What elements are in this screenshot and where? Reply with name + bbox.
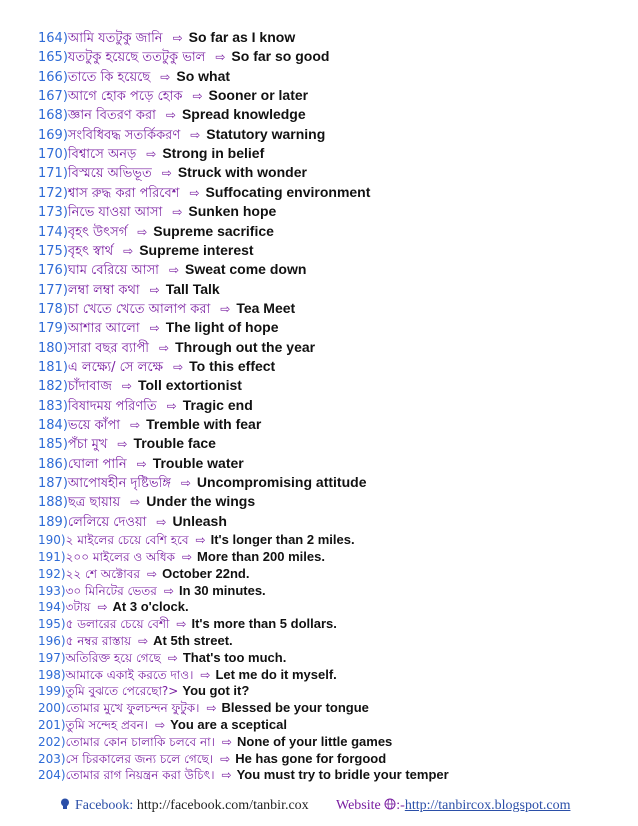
phrase-row	[38, 260, 306, 279]
arrow-icon: ⇨	[195, 533, 206, 548]
bengali-phrase: আমি যতটুকু জানি	[67, 31, 163, 46]
footer-website	[336, 798, 570, 814]
phrase-number: 176)	[38, 263, 68, 279]
english-translation: Tremble with fear	[146, 416, 262, 432]
english-translation: None of your little games	[236, 733, 393, 749]
phrase-row	[38, 28, 295, 47]
bengali-phrase: সংবিধিবদ্ধ সতর্কিকরণ	[67, 127, 181, 143]
bengali-phrase: নিভে যাওয়া আসা	[67, 205, 163, 221]
phrase-row	[38, 318, 278, 337]
phrase-number: 164)	[38, 31, 68, 46]
phrase-number: 204)	[38, 768, 66, 783]
phrase-number: 192)	[38, 566, 66, 581]
phrase-number: 180)	[38, 340, 68, 356]
english-translation: Trouble water	[152, 454, 244, 471]
arrow-icon: ⇨	[173, 359, 184, 374]
bengali-phrase: চা খেতে খেতে আলাপ করা	[67, 301, 211, 317]
arrow-icon: ⇨	[172, 205, 183, 220]
bengali-phrase: অতিরিক্ত হয়ে গেছে	[65, 650, 161, 665]
english-translation: Spread knowledge	[181, 106, 306, 123]
english-translation: Tragic end	[182, 396, 253, 413]
bengali-phrase: বৃহৎ উৎসর্গ	[67, 224, 128, 240]
english-translation: Blessed be your tongue	[221, 700, 369, 716]
bengali-phrase: বৃহৎ স্বার্থ	[67, 243, 114, 259]
phrase-row	[38, 716, 287, 733]
phrase-row	[38, 299, 295, 318]
english-translation: Strong in belief	[162, 145, 265, 162]
bengali-phrase: তাতে কি হয়েছে	[67, 69, 151, 85]
arrow-icon: ⇨	[156, 514, 167, 529]
arrow-icon: ⇨	[206, 701, 217, 716]
arrow-icon: ⇨	[163, 583, 174, 598]
arrow-icon: ⇨	[123, 243, 134, 258]
arrow-icon: ⇨	[138, 633, 149, 648]
phrase-row	[38, 548, 325, 565]
phrase-number: 196)	[38, 633, 66, 648]
phrase-number: 171)	[38, 166, 68, 182]
arrow-icon: ⇨	[137, 224, 148, 239]
arrow-icon: ⇨	[180, 476, 191, 491]
arrow-icon: ⇨	[130, 418, 141, 432]
arrow-icon: ⇨	[181, 549, 193, 564]
bengali-phrase: আমাকে একাই করতে দাও।	[65, 667, 194, 682]
phrase-number: 179)	[38, 321, 68, 337]
bengali-phrase: তুমি বুঝতে পেরেছো?>	[65, 684, 179, 699]
english-translation: In 30 minutes.	[178, 582, 266, 598]
english-translation: Tall Talk	[165, 280, 220, 297]
phrase-row	[38, 454, 244, 473]
bengali-phrase: আপোষহীন দৃষ্টিভঙ্গি	[67, 476, 171, 492]
arrow-icon: ⇨	[220, 751, 231, 766]
arrow-icon: ⇨	[165, 108, 176, 123]
english-translation: It's longer than 2 miles.	[210, 532, 355, 548]
phrase-row	[38, 280, 220, 299]
website-link[interactable]: http://tanbircox.blogspot.com	[404, 798, 571, 813]
arrow-icon: ⇨	[161, 166, 172, 181]
arrow-icon: ⇨	[215, 50, 226, 65]
phrase-row	[38, 733, 392, 750]
phrase-row	[38, 144, 264, 163]
arrow-icon: ⇨	[149, 282, 160, 297]
bengali-phrase: বিস্ময়ে অভিভূত	[67, 166, 152, 182]
arrow-icon: ⇨	[146, 147, 157, 162]
bengali-phrase: তোমার কোন চালাকি চলবে না।	[65, 734, 215, 749]
phrase-row	[38, 766, 449, 783]
phrase-number: 170)	[38, 147, 68, 163]
phrase-row	[38, 241, 254, 260]
footer-facebook	[60, 798, 309, 814]
english-translation: More than 200 miles.	[197, 548, 325, 564]
phrase-row	[38, 183, 370, 202]
phrase-row	[38, 598, 189, 615]
arrow-icon: ⇨	[220, 301, 231, 316]
english-translation: You are a sceptical	[170, 716, 287, 732]
phrase-row	[38, 396, 253, 415]
english-translation: Uncompromising attitude	[196, 474, 367, 491]
phrase-row	[38, 582, 266, 599]
arrow-icon: ⇨	[167, 650, 178, 665]
arrow-icon: ⇨	[192, 89, 203, 104]
phrase-row	[38, 86, 308, 105]
arrow-icon: ⇨	[97, 600, 108, 615]
english-translation: That's too much.	[182, 649, 287, 665]
phrase-number: 188)	[38, 495, 68, 511]
phrase-row	[38, 222, 274, 241]
phrase-number: 199)	[38, 684, 66, 699]
phrase-row	[38, 565, 250, 582]
phrase-number: 173)	[38, 205, 68, 221]
phrase-number: 185)	[38, 437, 68, 453]
phrase-row	[38, 512, 227, 531]
arrow-icon: ⇨	[190, 127, 201, 142]
arrow-icon: ⇨	[221, 734, 232, 749]
arrow-icon: ⇨	[221, 768, 232, 783]
phrase-number: 182)	[38, 379, 68, 395]
phrase-number: 172)	[38, 185, 68, 201]
english-translation: Trouble face	[133, 435, 216, 452]
bengali-phrase: ২০০ মাইলের ও অধিক	[65, 549, 175, 564]
phrase-row	[38, 632, 233, 649]
arrow-icon: ⇨	[121, 379, 132, 394]
bengali-phrase: তোমার মুখে ফুলচন্দন ফুটুক।	[65, 701, 200, 716]
bengali-phrase: ঘোলা পানি	[67, 456, 127, 472]
english-translation: Tea Meet	[236, 299, 296, 316]
bengali-phrase: ভয়ে কাঁপা	[67, 418, 121, 433]
english-translation: Statutory warning	[206, 125, 326, 142]
bengali-phrase: সে চিরকালের জন্য চলে গেছে।	[65, 751, 214, 766]
english-translation: You got it?	[182, 683, 250, 699]
english-translation: Through out the year	[175, 338, 316, 355]
arrow-icon: ⇨	[130, 495, 141, 510]
phrase-number: 166)	[38, 69, 68, 85]
phrase-row	[38, 666, 337, 683]
english-translation: So far as I know	[188, 29, 296, 45]
bengali-phrase: পঁচা মুখ	[67, 437, 108, 453]
phrase-number: 203)	[38, 751, 66, 766]
bengali-phrase: ঘাম বেরিয়ে আসা	[67, 263, 159, 279]
english-translation: So far so good	[231, 48, 330, 65]
phrase-number: 169)	[38, 127, 68, 143]
phrase-number: 195)	[38, 617, 66, 632]
english-translation: Sooner or later	[208, 87, 309, 104]
phrase-row	[38, 750, 386, 767]
bengali-phrase: আশার আলো	[67, 321, 140, 337]
phrase-row	[38, 434, 216, 453]
bengali-phrase: লেলিয়ে দেওয়া	[67, 514, 147, 530]
bengali-phrase: তুমি সন্দেহ প্রবন।	[65, 717, 149, 732]
phrase-number: 186)	[38, 456, 68, 472]
english-translation: Let me do it myself.	[215, 666, 337, 682]
english-translation: It's more than 5 dollars.	[191, 616, 337, 632]
arrow-icon: ⇨	[176, 617, 187, 632]
phrase-number: 167)	[38, 89, 68, 105]
english-translation: Unleash	[172, 512, 227, 529]
phrase-row	[38, 163, 307, 182]
arrow-icon: ⇨	[149, 321, 160, 336]
phrase-number: 178)	[38, 301, 68, 317]
phrase-number: 197)	[38, 650, 66, 665]
website-separator: :-	[396, 798, 405, 813]
bengali-phrase: ৫ নম্বর রাস্তায়	[65, 633, 132, 648]
phrase-row	[38, 682, 249, 699]
bengali-phrase: ৩০ মিনিটের ভেতর	[65, 583, 157, 598]
bengali-phrase: ছত্র ছায়ায়	[67, 495, 121, 511]
phrase-number: 184)	[38, 418, 68, 433]
english-translation: At 3 o'clock.	[112, 599, 189, 615]
phrase-number: 191)	[38, 549, 66, 564]
english-translation: Sweat come down	[185, 261, 307, 278]
bengali-phrase: চাঁদাবাজ	[67, 379, 112, 395]
english-translation: To this effect	[189, 357, 276, 374]
arrow-icon: ⇨	[155, 717, 166, 732]
arrow-icon: ⇨	[200, 667, 211, 682]
arrow-icon: ⇨	[172, 31, 183, 45]
bengali-phrase: আগে হোক পড়ে হোক	[67, 89, 183, 105]
arrow-icon: ⇨	[147, 566, 158, 581]
website-label: Website	[336, 798, 381, 813]
english-translation: You must try to bridle your temper	[236, 767, 449, 783]
facebook-label: Facebook:	[75, 798, 134, 813]
bengali-phrase: ৩টায়	[65, 600, 91, 615]
arrow-icon: ⇨	[159, 340, 170, 355]
phrase-row	[38, 67, 230, 86]
english-translation: October 22nd.	[162, 565, 250, 581]
phrase-number: 174)	[38, 224, 68, 240]
phrase-number: 198)	[38, 667, 66, 682]
phrase-row	[38, 615, 337, 632]
english-translation: At 5th street.	[153, 632, 233, 648]
globe-icon	[384, 798, 396, 810]
bengali-phrase: এ লক্ষ্যে/ সে লক্ষে	[67, 359, 164, 375]
english-translation: Toll extortionist	[137, 377, 242, 394]
phrase-number: 194)	[38, 600, 66, 615]
bengali-phrase: তোমার রাগ নিয়ন্ত্রন করা উচিৎ।	[65, 768, 215, 783]
lightbulb-icon	[60, 798, 70, 810]
bengali-phrase: লম্বা লম্বা কথা	[67, 282, 140, 298]
phrase-row	[38, 415, 261, 434]
bengali-phrase: যতটুকু হয়েছে ততটুকু ভাল	[67, 50, 206, 66]
arrow-icon: ⇨	[160, 69, 171, 84]
phrase-number: 181)	[38, 359, 68, 375]
phrase-row	[38, 105, 306, 124]
phrase-row	[38, 125, 325, 144]
phrase-row	[38, 531, 355, 548]
phrase-number: 193)	[38, 583, 66, 598]
phrase-row	[38, 376, 242, 395]
bengali-phrase: বিশ্বাসে অনড়	[67, 147, 137, 163]
bengali-phrase: সারা বছর ব্যাপী	[67, 340, 150, 356]
phrase-number: 187)	[38, 476, 68, 492]
english-translation: So what	[176, 67, 231, 84]
english-translation: Supreme interest	[139, 241, 254, 258]
phrase-number: 168)	[38, 108, 68, 124]
phrase-row	[38, 492, 255, 511]
phrase-row	[38, 47, 329, 66]
arrow-icon: ⇨	[168, 263, 180, 278]
phrase-row	[38, 699, 369, 716]
arrow-icon: ⇨	[117, 437, 128, 452]
arrow-icon: ⇨	[136, 456, 147, 471]
phrase-row	[38, 357, 275, 376]
phrase-number: 200)	[38, 701, 66, 716]
phrase-number: 177)	[38, 282, 68, 298]
english-translation: Supreme sacrifice	[153, 222, 274, 239]
english-translation: Sunken hope	[188, 203, 277, 220]
english-translation: He has gone for forgood	[235, 750, 387, 766]
phrase-number: 165)	[38, 50, 68, 66]
bengali-phrase: জ্ঞান বিতরণ করা	[67, 108, 156, 124]
bengali-phrase: শ্বাস রুদ্ধ করা পরিবেশ	[67, 185, 180, 201]
phrase-row	[38, 649, 286, 666]
english-translation: Under the wings	[146, 493, 256, 510]
bengali-phrase: ২ মাইলের চেয়ে বেশি হবে	[65, 533, 189, 548]
phrase-row	[38, 202, 276, 221]
phrase-number: 175)	[38, 243, 68, 259]
phrase-number: 202)	[38, 734, 66, 749]
phrase-number: 190)	[38, 533, 66, 548]
arrow-icon: ⇨	[189, 185, 200, 200]
phrase-row	[38, 473, 366, 492]
phrase-number: 201)	[38, 717, 66, 732]
english-translation: Suffocating environment	[205, 183, 371, 200]
phrase-number: 189)	[38, 514, 68, 530]
facebook-link[interactable]: http://facebook.com/tanbir.cox	[136, 798, 309, 813]
footer	[60, 798, 620, 820]
english-translation: Struck with wonder	[177, 164, 307, 181]
english-translation: The light of hope	[165, 319, 279, 336]
bengali-phrase: বিষাদময় পরিণতি	[67, 398, 157, 414]
phrase-row	[38, 338, 315, 357]
bengali-phrase: ২২ শে অক্টোবর	[65, 566, 141, 581]
bengali-phrase: ৫ ডলারের চেয়ে বেশী	[65, 617, 170, 632]
phrase-number: 183)	[38, 398, 68, 414]
arrow-icon: ⇨	[166, 398, 177, 413]
